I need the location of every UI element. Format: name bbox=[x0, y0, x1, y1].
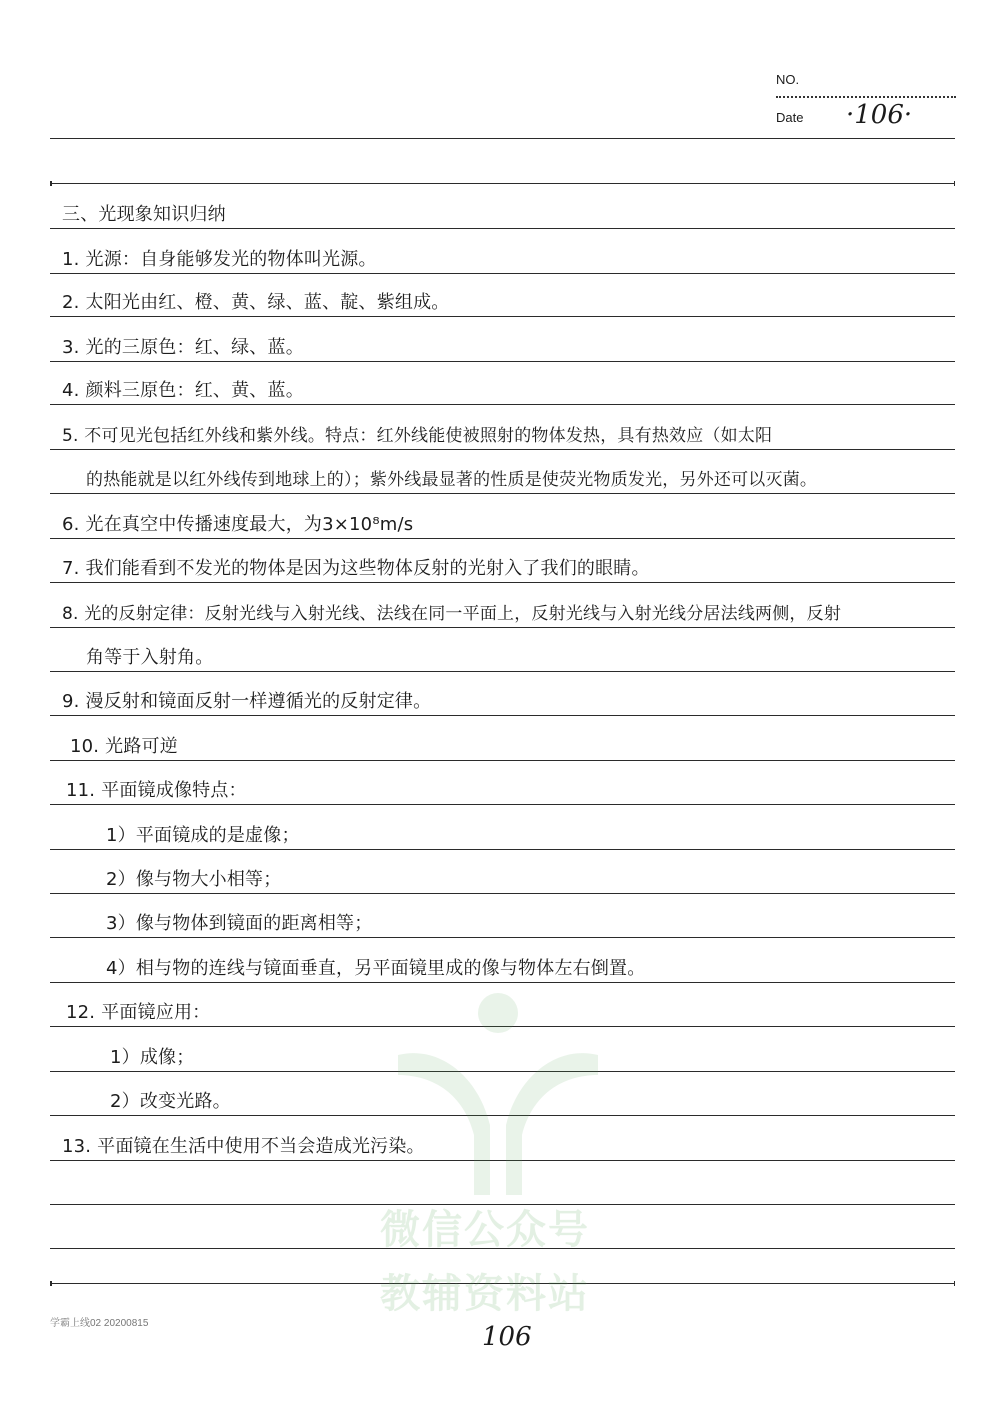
watermark-logo-icon bbox=[378, 985, 618, 1205]
ruled-line bbox=[50, 273, 955, 274]
note-line: 13. 平面镜在生活中使用不当会造成光污染。 bbox=[62, 1136, 425, 1157]
sub-item: 1）平面镜成的是虚像； bbox=[106, 825, 300, 846]
ruled-line bbox=[50, 627, 955, 628]
note-line: 6. 光在真空中传播速度最大，为3×10⁸m/s bbox=[62, 514, 414, 535]
ruled-line bbox=[50, 404, 955, 405]
note-line: 7. 我们能看到不发光的物体是因为这些物体反射的光射入了我们的眼睛。 bbox=[62, 558, 650, 579]
ruled-line bbox=[50, 893, 955, 894]
ruled-line bbox=[50, 361, 955, 362]
note-line: 11. 平面镜成像特点： bbox=[66, 780, 247, 801]
note-line: 1. 光源：自身能够发光的物体叫光源。 bbox=[62, 249, 377, 270]
header-dotted-line bbox=[776, 96, 956, 98]
watermark-text-line2: 教辅资料站 bbox=[380, 1271, 590, 1317]
ruled-line bbox=[50, 671, 955, 672]
ruled-line bbox=[50, 449, 955, 450]
sub-item: 4）相与物的连线与镜面垂直，另平面镜里成的像与物体左右倒置。 bbox=[106, 958, 646, 979]
ruled-line bbox=[50, 849, 955, 850]
no-label: NO. bbox=[776, 72, 800, 87]
note-line: 2. 太阳光由红、橙、黄、绿、蓝、靛、紫组成。 bbox=[62, 292, 450, 313]
sub-item: 1）成像； bbox=[110, 1047, 195, 1068]
ruled-line bbox=[50, 183, 955, 184]
footer-text: 学霸上线02 20200815 bbox=[50, 1318, 149, 1329]
ruled-line bbox=[50, 538, 955, 539]
note-line: 9. 漫反射和镜面反射一样遵循光的反射定律。 bbox=[62, 691, 432, 712]
ruled-line bbox=[50, 937, 955, 938]
ruled-line bbox=[50, 715, 955, 716]
note-line: 12. 平面镜应用： bbox=[66, 1002, 211, 1023]
date-label: Date bbox=[776, 110, 804, 125]
sub-item: 2）改变光路。 bbox=[110, 1091, 231, 1112]
ruled-line bbox=[50, 493, 955, 494]
watermark-text-line1: 微信公众号 bbox=[380, 1207, 590, 1253]
note-line: 8. 光的反射定律：反射光线与入射光线、法线在同一平面上，反射光线与入射光线分居法线两侧，反射 bbox=[62, 604, 842, 624]
ruled-line bbox=[50, 582, 955, 583]
section-heading: 三、光现象知识归纳 bbox=[62, 204, 226, 225]
note-line: 4. 颜料三原色：红、黄、蓝。 bbox=[62, 380, 304, 401]
note-line: 3. 光的三原色：红、绿、蓝。 bbox=[62, 337, 304, 358]
date-value: ·106· bbox=[846, 100, 913, 130]
sub-item: 3）像与物体到镜面的距离相等； bbox=[106, 913, 373, 934]
page-number: 106 bbox=[482, 1322, 532, 1352]
note-line-continuation: 角等于入射角。 bbox=[86, 647, 214, 668]
note-line: 5. 不可见光包括红外线和紫外线。特点：红外线能使被照射的物体发热，具有热效应（如太阳 bbox=[62, 426, 773, 446]
ruled-line bbox=[50, 804, 955, 805]
ruled-line bbox=[50, 316, 955, 317]
sub-item: 2）像与物大小相等； bbox=[106, 869, 282, 890]
note-line-continuation: 的热能就是以红外线传到地球上的）；紫外线最显著的性质是使荧光物质发光，另外还可以灭菌。 bbox=[86, 470, 818, 490]
ruled-line bbox=[50, 760, 955, 761]
ruled-line bbox=[50, 228, 955, 229]
note-line: 10. 光路可逆 bbox=[70, 736, 178, 757]
ruled-line bbox=[50, 982, 955, 983]
ruled-line bbox=[50, 138, 955, 139]
